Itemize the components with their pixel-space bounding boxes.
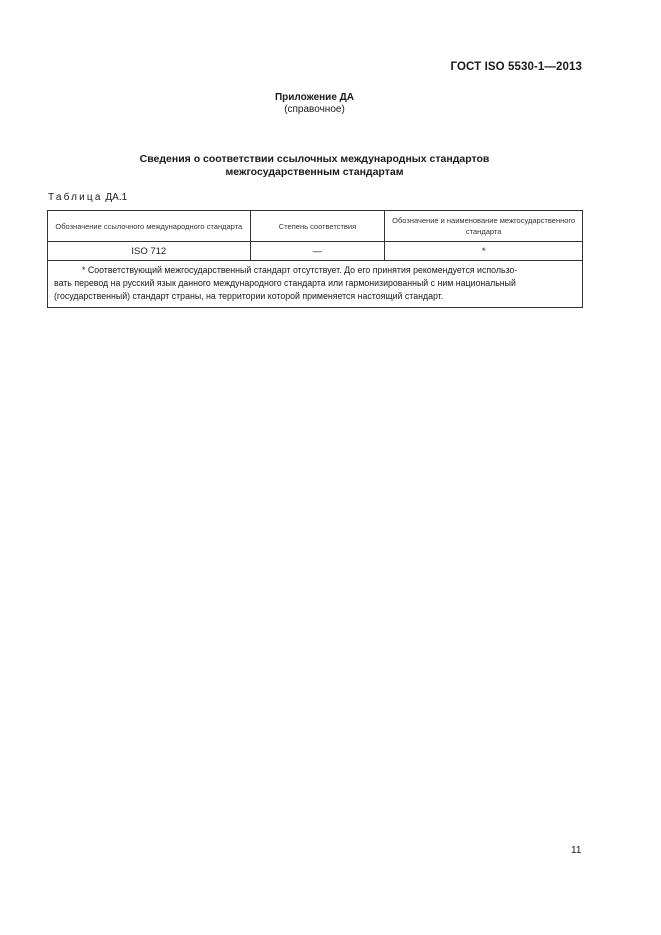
column-header-reference-standard: Обозначение ссылочного международного стандарта: [48, 211, 251, 242]
footnote-line-3: (государственный) стандарт страны, на территории которой применяется настоящий стандарт.: [54, 291, 444, 301]
footnote-line-1: * Соответствующий межгосударственный стандарт отсутствует. До его принятия рекомендуется использо-: [82, 265, 518, 275]
column-header-degree: Степень соответствия: [250, 211, 385, 242]
column-header-interstate-standard: Обозначение и наименование межгосударственного стандарта: [385, 211, 583, 242]
page-number: 11: [571, 845, 582, 856]
cell-degree: —: [250, 242, 385, 261]
footnote-line-2: вать перевод на русский язык данного международного стандарта или гармонизированный с ним национальный: [54, 278, 516, 288]
annex-title: Приложение ДА: [274, 92, 355, 103]
table-header-row: [48, 211, 583, 242]
table-caption-word: Таблица: [48, 192, 103, 203]
table-caption-number: ДА.1: [105, 192, 128, 203]
section-title: [0, 153, 629, 179]
annex-subtitle: (справочное): [284, 104, 345, 115]
section-title-line-1: Сведения о соответствии ссылочных международных стандартов: [139, 153, 490, 165]
section-title-line-2: межгосударственным стандартам: [225, 166, 404, 178]
table-row: [48, 242, 583, 261]
table-note-row: [48, 261, 583, 308]
correspondence-table: [47, 210, 583, 308]
table-footnote: [48, 261, 583, 308]
standard-code: ГОСТ ISO 5530-1—2013: [450, 61, 582, 73]
cell-reference-standard: ISO 712: [48, 242, 251, 261]
cell-interstate-standard: *: [385, 242, 583, 261]
table-caption: [48, 192, 127, 203]
